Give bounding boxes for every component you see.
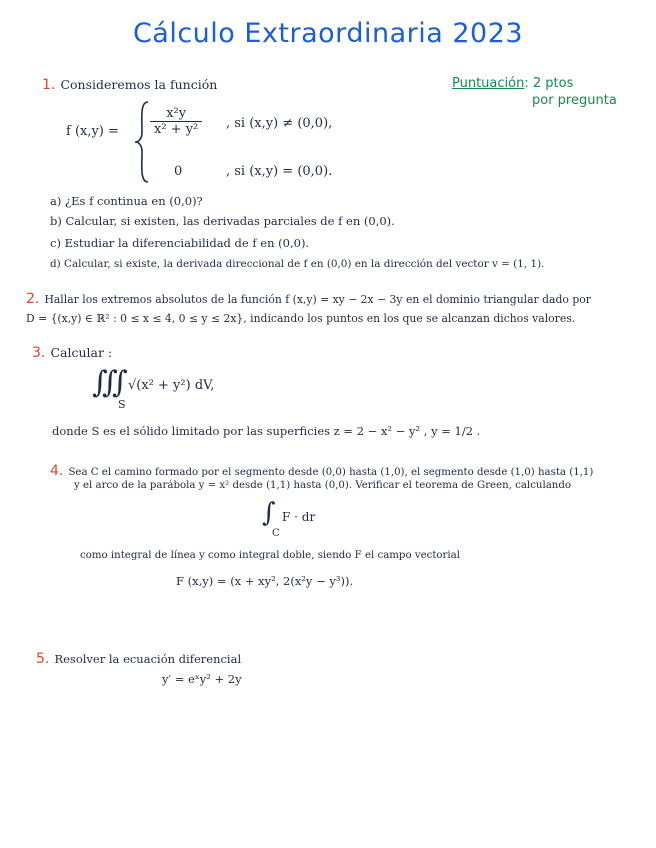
question-1-part-a: a) ¿Es f continua en (0,0)? bbox=[50, 194, 203, 208]
question-4-line-2: y el arco de la parábola y = x² desde (1,1) hasta (0,0). Verificar el teorema de Green, calculando bbox=[74, 480, 572, 491]
case-1-denominator: x² + y² bbox=[154, 122, 199, 137]
question-4-text-1: Sea C el camino formado por el segmento desde (0,0) hasta (1,0), el segmento desde (1,0) hasta (1,1) bbox=[68, 467, 594, 478]
question-5-heading bbox=[36, 648, 241, 667]
triple-integral-integrand: √(x² + y²) dV, bbox=[128, 378, 215, 393]
question-3-intro: Calcular : bbox=[50, 345, 113, 360]
question-5-number: 5. bbox=[36, 651, 50, 667]
differential-equation: y′ = eˣy² + 2y bbox=[162, 672, 242, 686]
case-2-condition: , si (x,y) = (0,0). bbox=[226, 164, 333, 179]
scoring-note bbox=[452, 76, 573, 91]
case-2-value: 0 bbox=[174, 164, 183, 179]
question-4-line-1 bbox=[50, 460, 593, 479]
question-1-intro: Consideremos la función bbox=[60, 77, 218, 92]
case-1-numerator: x²y bbox=[150, 106, 202, 122]
question-1-heading bbox=[42, 74, 217, 93]
question-1-part-c: c) Estudiar la diferenciabilidad de f en (0,0). bbox=[50, 236, 310, 250]
line-integral-path: C bbox=[272, 528, 280, 539]
scoring-value: : 2 ptos bbox=[524, 76, 574, 91]
question-5-intro: Resolver la ecuación diferencial bbox=[54, 652, 242, 666]
line-integral-sign: ∫ bbox=[262, 498, 276, 528]
question-4-line-3: como integral de línea y como integral doble, siendo F el campo vectorial bbox=[80, 550, 461, 561]
question-3-where: donde S es el sólido limitado por las superficies z = 2 − x² − y² , y = 1/2 . bbox=[52, 424, 481, 438]
question-1-part-d: d) Calcular, si existe, la derivada direccional de f en (0,0) en la dirección del vector v = (1, 1). bbox=[50, 258, 545, 270]
function-lhs: f (x,y) = bbox=[66, 124, 119, 139]
question-2-line-2: D = {(x,y) ∈ ℝ² : 0 ≤ x ≤ 4, 0 ≤ y ≤ 2x}, indicando los puntos en los que se alcanzan dichos valores. bbox=[26, 312, 576, 325]
question-1-part-b: b) Calcular, si existen, las derivadas parciales de f en (0,0). bbox=[50, 214, 395, 228]
case-1-fraction bbox=[150, 106, 202, 137]
piecewise-brace-icon bbox=[132, 100, 152, 184]
scoring-value-line2: por pregunta bbox=[532, 93, 617, 108]
question-1-number: 1. bbox=[42, 77, 56, 93]
question-4-number: 4. bbox=[50, 463, 64, 479]
line-integral-integrand: F · dr bbox=[282, 510, 316, 524]
page-title: Cálculo Extraordinaria 2023 bbox=[132, 18, 524, 49]
question-2-number: 2. bbox=[26, 291, 40, 307]
triple-integral-sign: ∭ bbox=[92, 365, 128, 400]
vector-field: F (x,y) = (x + xy², 2(x²y − y³)). bbox=[176, 574, 354, 588]
case-1-condition: , si (x,y) ≠ (0,0), bbox=[226, 116, 333, 131]
question-2-text-1: Hallar los extremos absolutos de la función f (x,y) = xy − 2x − 3y en el dominio triangular dado por bbox=[44, 293, 591, 306]
scoring-label: Puntuación bbox=[452, 76, 525, 91]
question-3-heading bbox=[32, 342, 112, 361]
question-3-number: 3. bbox=[32, 345, 46, 361]
triple-integral-domain: S bbox=[118, 398, 126, 411]
question-2-line-1 bbox=[26, 288, 591, 307]
